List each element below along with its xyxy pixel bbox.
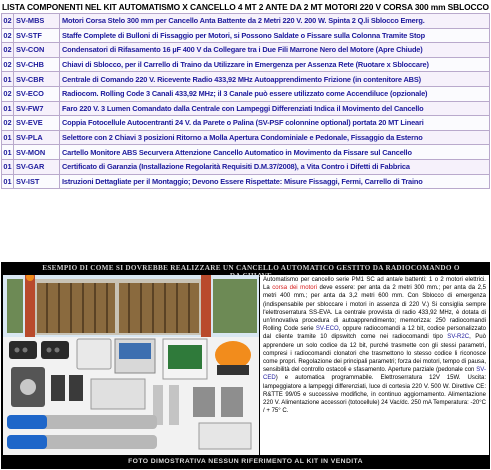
component-desc: Centrale di Comando 220 V. Ricevente Radio 433,92 MHz Autoapprendimento Frizione (in contenitore ABS) bbox=[60, 72, 490, 87]
component-desc: Istruzioni Dettagliate per il Montaggio; Devono Essere Rispettate: Misure Fissaggi, Fermi, Carrello di Traino bbox=[60, 174, 490, 189]
component-qty: 02 bbox=[2, 28, 14, 43]
component-code: SV-ECO bbox=[14, 86, 60, 101]
kit-title: LISTA COMPONENTI NEL KIT AUTOMATISMO X CANCELLO 4 MT 2 ANTE DA 2 MT MOTORI 220 V CORSA 300 mm SBLOCCO bbox=[2, 2, 489, 12]
component-desc: Coppia Fotocellule Autocentranti 24 V. da Parete o Palina (SV-PSF colonnine optional) portata 20 MT Lineari bbox=[60, 116, 490, 131]
component-desc: Condensatori di Rifasamento 16 µF 400 V da Collegare tra i Due Fili Marrone Nero del Motore (Apre Chiude) bbox=[60, 43, 490, 58]
kit-illustration bbox=[3, 275, 259, 455]
table-row bbox=[2, 43, 490, 58]
component-desc: Chiavi di Sblocco, per il Carrello di Traino da Utilizzare in Emergenza per Assenza Rete (Ruotare x Sbloccare) bbox=[60, 57, 490, 72]
component-desc: Staffe Complete di Bulloni di Fissaggio per Motori, si Possono Saldate o Fissare sulla Colonna Tramite Stop bbox=[60, 28, 490, 43]
component-qty: 01 bbox=[2, 101, 14, 116]
component-code: SV-EVE bbox=[14, 116, 60, 131]
component-code: SV-GAR bbox=[14, 159, 60, 174]
component-desc: Radiocom. Rolling Code 3 Canali 433,92 MHz; il 3 Canale può essere utilizzato come Accendiluce (opzionale) bbox=[60, 86, 490, 101]
component-qty: 02 bbox=[2, 86, 14, 101]
component-code: SV-CBR bbox=[14, 72, 60, 87]
component-code: SV-MBS bbox=[14, 14, 60, 29]
table-row bbox=[2, 101, 490, 116]
table-row bbox=[2, 130, 490, 145]
component-code: SV-CON bbox=[14, 43, 60, 58]
components-table bbox=[1, 13, 490, 189]
component-qty: 01 bbox=[2, 159, 14, 174]
component-qty: 01 bbox=[2, 72, 14, 87]
component-desc: Certificato di Garanzia (Installazione Regolarità Requisiti D.M.37/2008), a Vita Contro i Difetti di Fabbrica bbox=[60, 159, 490, 174]
component-qty: 02 bbox=[2, 116, 14, 131]
component-desc: Selettore con 2 Chiavi 3 posizioni Ritorno a Molla Apertura Condominiale e Pedonale, Fissaggio da Esterno bbox=[60, 130, 490, 145]
component-code: SV-MON bbox=[14, 145, 60, 160]
photo-disclaimer: FOTO DIMOSTRATIVA NESSUN RIFERIMENTO AL KIT IN VENDITA bbox=[128, 458, 363, 465]
component-desc: Faro 220 V. 3 Lumen Comandato dalla Centrale con Lampeggi Differenziati Indica il Movimento del Cancello bbox=[60, 101, 490, 116]
table-row bbox=[2, 116, 490, 131]
table-row bbox=[2, 57, 490, 72]
component-code: SV-IST bbox=[14, 174, 60, 189]
component-code: SV-CHB bbox=[14, 57, 60, 72]
component-desc: Cartello Monitore ABS Securvera Attenzione Cancello Automatico in Movimento da Fissare sul Cancello bbox=[60, 145, 490, 160]
table-row bbox=[2, 159, 490, 174]
table-row bbox=[2, 174, 490, 189]
table-row bbox=[2, 14, 490, 29]
table-row bbox=[2, 86, 490, 101]
component-desc: Motori Corsa Stelo 300 mm per Cancello Anta Battente da 2 Metri 220 V. 200 W. Spinta 2 Q.li Sblocco Emerg. bbox=[60, 14, 490, 29]
component-qty: 01 bbox=[2, 145, 14, 160]
product-photo bbox=[3, 275, 259, 455]
example-title: ESEMPIO DI COME SI DOVREBBE REALIZZARE UN CANCELLO AUTOMATICO GESTITO DA RADIOCOMANDO O bbox=[42, 264, 460, 272]
component-qty: 02 bbox=[2, 43, 14, 58]
table-row bbox=[2, 28, 490, 43]
table-row bbox=[2, 72, 490, 87]
component-qty: 01 bbox=[2, 130, 14, 145]
component-code: SV-FW7 bbox=[14, 101, 60, 116]
table-row bbox=[2, 145, 490, 160]
component-code: SV-PLA bbox=[14, 130, 60, 145]
component-qty: 01 bbox=[2, 174, 14, 189]
component-qty: 02 bbox=[2, 14, 14, 29]
component-code: SV-STF bbox=[14, 28, 60, 43]
description-text: Automatismo per cancello serie PM1 SC ad anta/e battenti: 1 o 2 motori elettrici. La corsa dei motori deve essere: per anta da 2 metri 300 mm.; per anta da 2,5 metri 400 mm.; per anta da 3,2 metri 600 mm. Con Sblocco di emergenza (indispensabile per sbloccare i motori in assenza di 220 V.) Si consiglia sempre l'elettroserratura SS-EVA. La centrale provvista di radio 433,92 MHz, è dotata di un'innovativa procedura di autoapprendimento; memorizza: 250 radiocomandi Rolling Code serie SV-ECO, oppure radiocomandi a 12 bit, codice personalizzato dal cliente tramite 10 dipswitch come nei radiocomandi tipo SV-R2C, Può apprendere un solo codice da 12 bit, purché trasmette con gli stessi parametri, compresi i radiocomandi clonatori che trasmettono lo stesso codice li riconosce come propri. Regolazione dei principali parametri; forza dei motori, tempo di pausa, sensibilità del controllo ostacoli e sfasamento. Aperture parziale (pedonale con SV-CED) e automatica programmabile. Elettroserratura 12V 15W. Uscita: lampeggiatore a lampeggi differenziati, luce di cortesia 220 V. 500 W. Direttive CE: R&TTE 99/05 e successive modifiche, in continuo aggiornamento. Alimentazione 220 V. Alimentazione accessori (totocellule) 24 Vac/dc. 250 mA Temperatura: -20°C / + 75° C. bbox=[260, 275, 489, 455]
example-panel bbox=[1, 262, 490, 469]
component-qty: 02 bbox=[2, 57, 14, 72]
